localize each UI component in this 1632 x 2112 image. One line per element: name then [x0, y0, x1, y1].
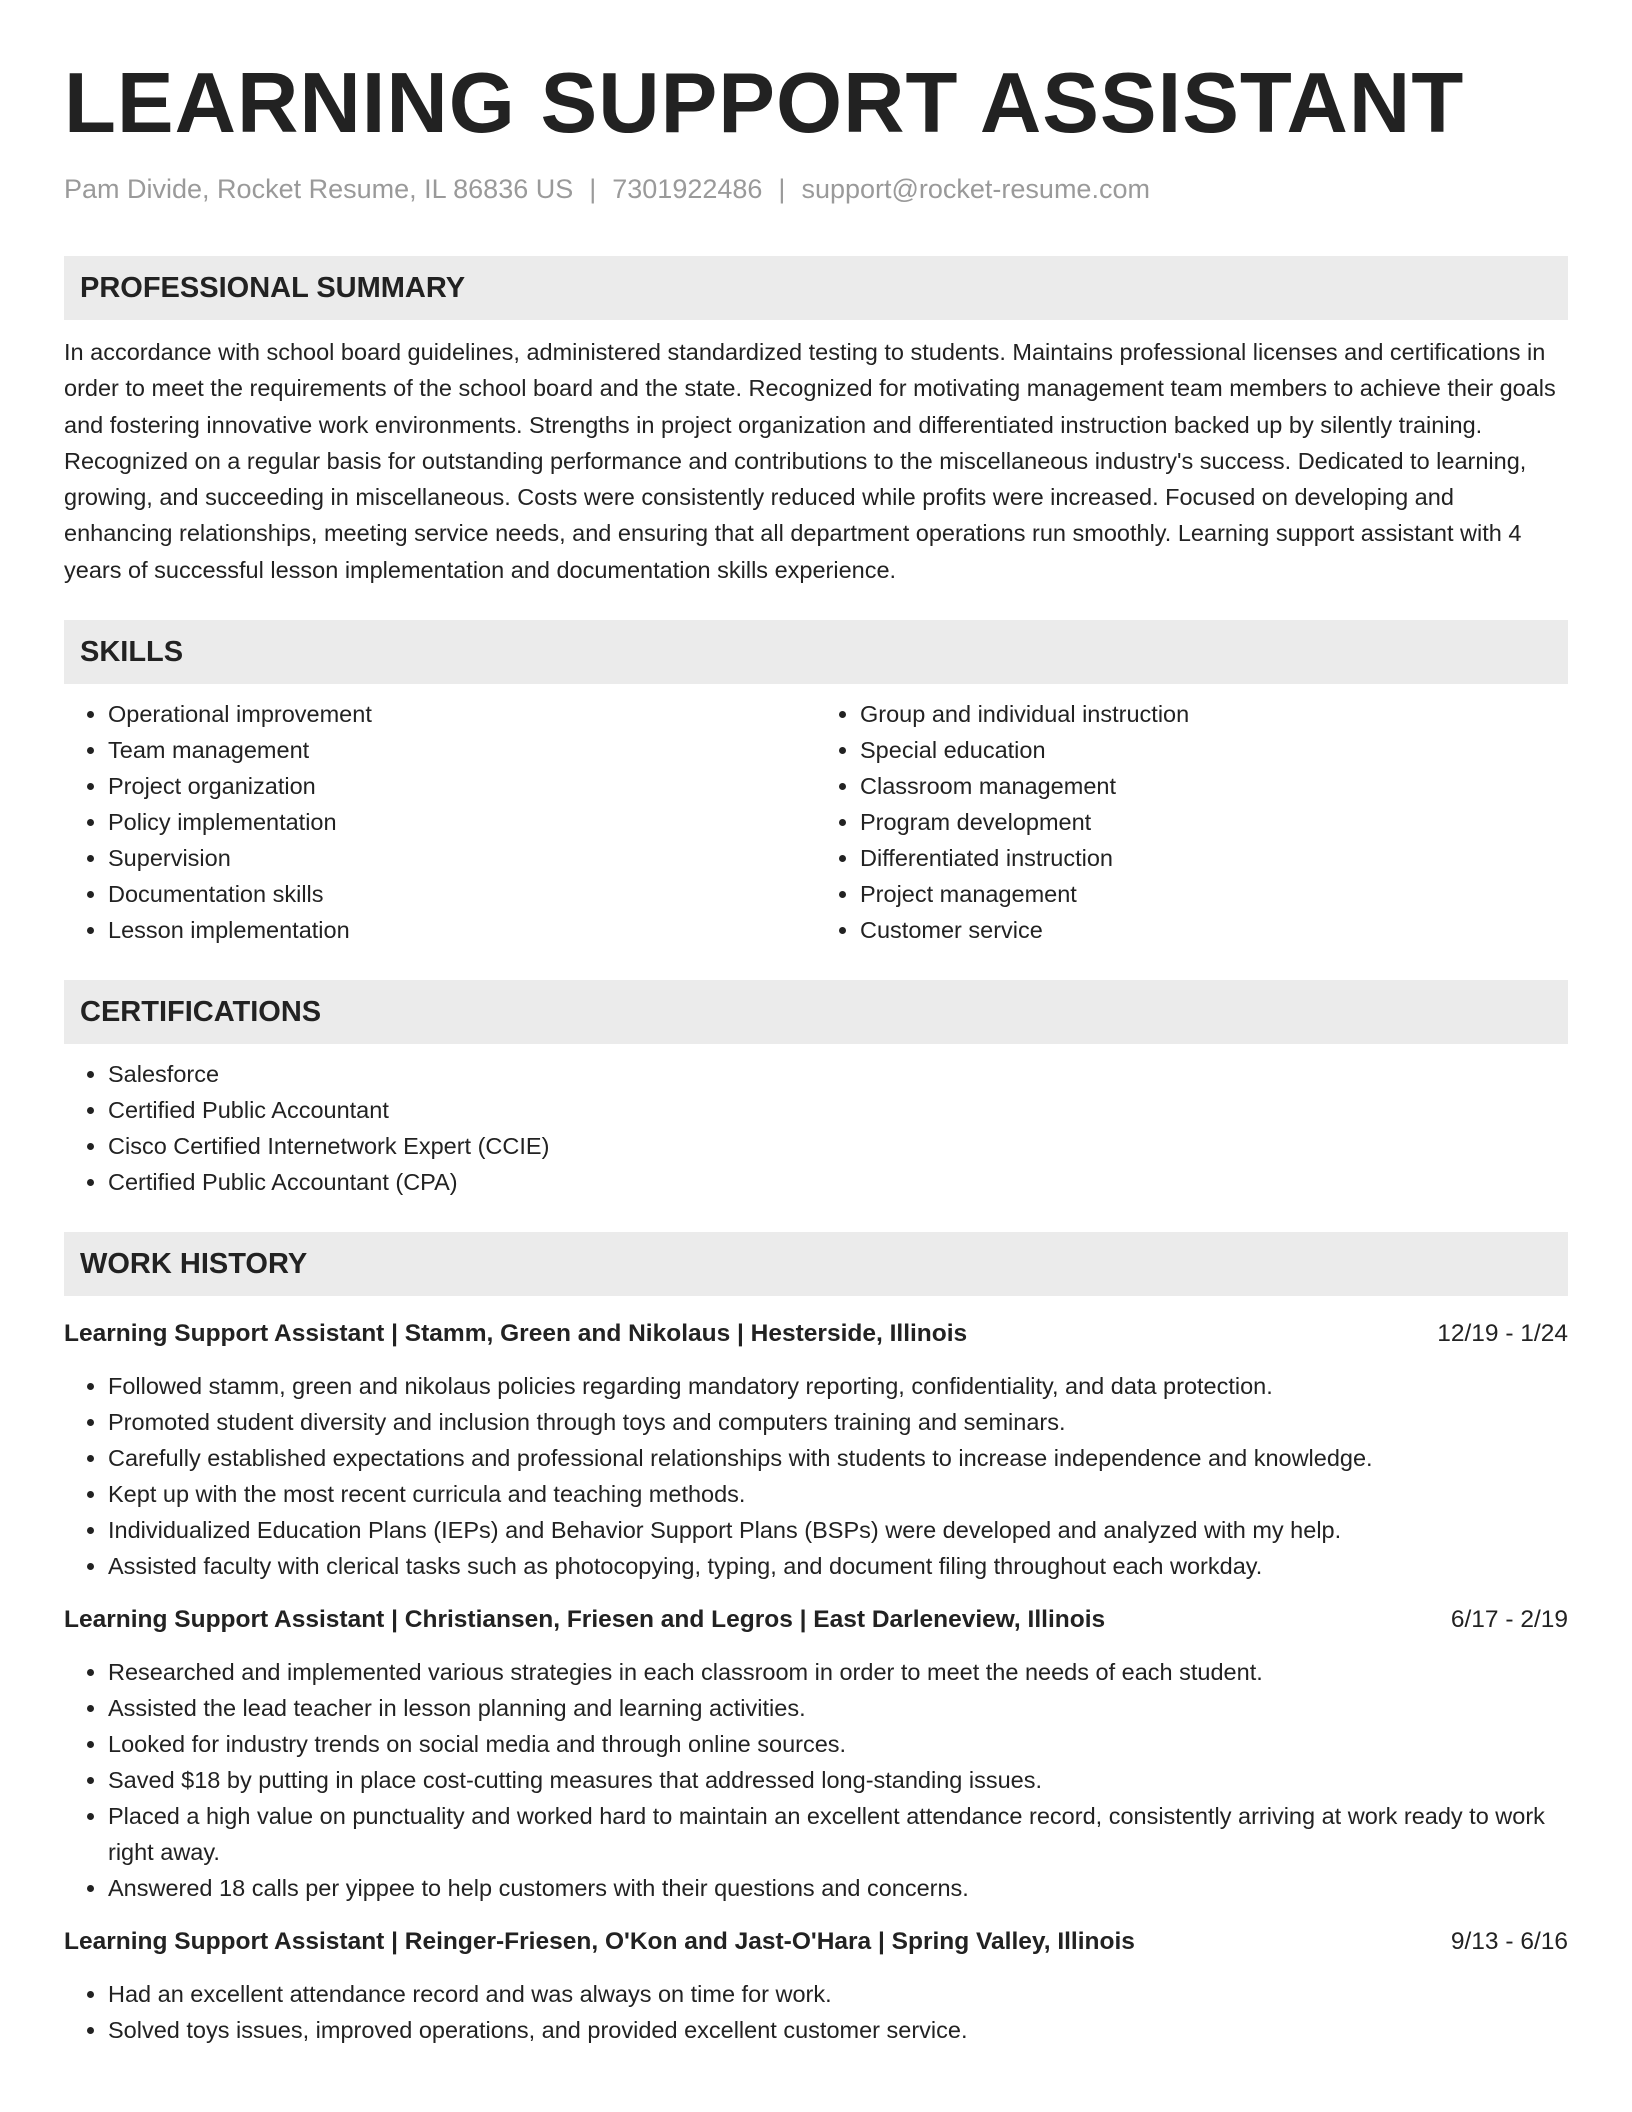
job-bullets: [64, 1654, 1568, 1906]
job-entry: [64, 1602, 1568, 1906]
job-title: Learning Support Assistant | Reinger-Friesen, O'Kon and Jast-O'Hara | Spring Valley, Illinois: [64, 1928, 1135, 1956]
certification-item: • Salesforce: [108, 1056, 1568, 1092]
job-header: [64, 1602, 1568, 1638]
job-dates: 12/19 - 1/24: [1437, 1320, 1568, 1348]
summary-heading: PROFESSIONAL SUMMARY: [64, 256, 1568, 320]
job-bullets: [64, 1976, 1568, 2048]
job-title: Learning Support Assistant | Christiansen, Friesen and Legros | East Darleneview, Illinois: [64, 1606, 1106, 1634]
job-bullet: • Kept up with the most recent curricula and teaching methods.: [108, 1476, 1568, 1512]
job-bullet: • Assisted the lead teacher in lesson planning and learning activities.: [108, 1690, 1568, 1726]
skill-item: • Group and individual instruction: [860, 696, 1568, 732]
job-bullet: • Individualized Education Plans (IEPs) and Behavior Support Plans (BSPs) were developed and analyzed with my help.: [108, 1512, 1568, 1548]
skill-item: • Operational improvement: [108, 696, 816, 732]
job-bullet: • Researched and implemented various strategies in each classroom in order to meet the needs of each student.: [108, 1654, 1568, 1690]
job-bullet: • Promoted student diversity and inclusion through toys and computers training and seminars.: [108, 1404, 1568, 1440]
skill-item: • Differentiated instruction: [860, 840, 1568, 876]
job-dates: 6/17 - 2/19: [1450, 1606, 1568, 1634]
skill-item: • Classroom management: [860, 768, 1568, 804]
skills-grid: [64, 696, 1568, 948]
skill-item: • Special education: [860, 732, 1568, 768]
job-entry: [64, 1316, 1568, 1584]
skill-item: • Project organization: [108, 768, 816, 804]
job-entry: [64, 1924, 1568, 2048]
job-header: [64, 1316, 1568, 1352]
job-bullet: • Had an excellent attendance record and was always on time for work.: [108, 1976, 1568, 2012]
certification-item: • Certified Public Accountant: [108, 1092, 1568, 1128]
certification-item: • Certified Public Accountant (CPA): [108, 1164, 1568, 1200]
skills-list-left: [64, 696, 816, 948]
work-history-heading: WORK HISTORY: [64, 1232, 1568, 1296]
job-bullet: • Looked for industry trends on social media and through online sources.: [108, 1726, 1568, 1762]
job-dates: 9/13 - 6/16: [1450, 1928, 1568, 1956]
skill-item: • Supervision: [108, 840, 816, 876]
job-bullet: • Assisted faculty with clerical tasks such as photocopying, typing, and document filing throughout each workday.: [108, 1548, 1568, 1584]
skills-list-right: [816, 696, 1568, 948]
certifications-heading: CERTIFICATIONS: [64, 980, 1568, 1044]
job-bullet: • Solved toys issues, improved operations, and provided excellent customer service.: [108, 2012, 1568, 2048]
contact-address: Pam Divide, Rocket Resume, IL 86836 US: [64, 174, 574, 204]
summary-text: In accordance with school board guidelines, administered standardized testing to students. Maintains professional licenses and certifications in order to meet the requirements of the school board and the state. Recognized for motivating management team members to achieve their goals and fostering innovative work environments. Strengths in project organization and differentiated instruction backed up by silently training. Recognized on a regular basis for outstanding performance and contributions to the miscellaneous industry's success. Dedicated to learning, growing, and succeeding in miscellaneous. Costs were consistently reduced while profits were increased. Focused on developing and enhancing relationships, meeting service needs, and ensuring that all department operations run smoothly. Learning support assistant with 4 years of successful lesson implementation and documentation skills experience.: [64, 339, 1556, 583]
contact-phone: 7301922486: [612, 174, 763, 204]
skill-item: • Policy implementation: [108, 804, 816, 840]
certification-item: • Cisco Certified Internetwork Expert (CCIE): [108, 1128, 1568, 1164]
contact-line: [64, 172, 1568, 206]
contact-separator: |: [589, 174, 597, 204]
skill-item: • Program development: [860, 804, 1568, 840]
skill-item: • Team management: [108, 732, 816, 768]
job-title: Learning Support Assistant | Stamm, Green and Nikolaus | Hesterside, Illinois: [64, 1320, 968, 1348]
skill-item: • Documentation skills: [108, 876, 816, 912]
job-bullet: • Placed a high value on punctuality and worked hard to maintain an excellent attendance record, consistently arriving at work ready to work right away.: [108, 1798, 1568, 1870]
contact-separator: |: [778, 174, 786, 204]
job-bullet: • Saved $18 by putting in place cost-cutting measures that addressed long-standing issues.: [108, 1762, 1568, 1798]
job-bullet: • Followed stamm, green and nikolaus policies regarding mandatory reporting, confidentiality, and data protection.: [108, 1368, 1568, 1404]
contact-email: support@rocket-resume.com: [801, 174, 1150, 204]
resume-title: LEARNING SUPPORT ASSISTANT: [64, 56, 1465, 151]
job-bullets: [64, 1368, 1568, 1584]
skills-heading: SKILLS: [64, 620, 1568, 684]
skill-item: • Customer service: [860, 912, 1568, 948]
skill-item: • Project management: [860, 876, 1568, 912]
job-header: [64, 1924, 1568, 1960]
job-bullet: • Carefully established expectations and professional relationships with students to increase independence and knowledge.: [108, 1440, 1568, 1476]
certifications-list: [64, 1056, 1568, 1200]
job-bullet: • Answered 18 calls per yippee to help customers with their questions and concerns.: [108, 1870, 1568, 1906]
skill-item: • Lesson implementation: [108, 912, 816, 948]
